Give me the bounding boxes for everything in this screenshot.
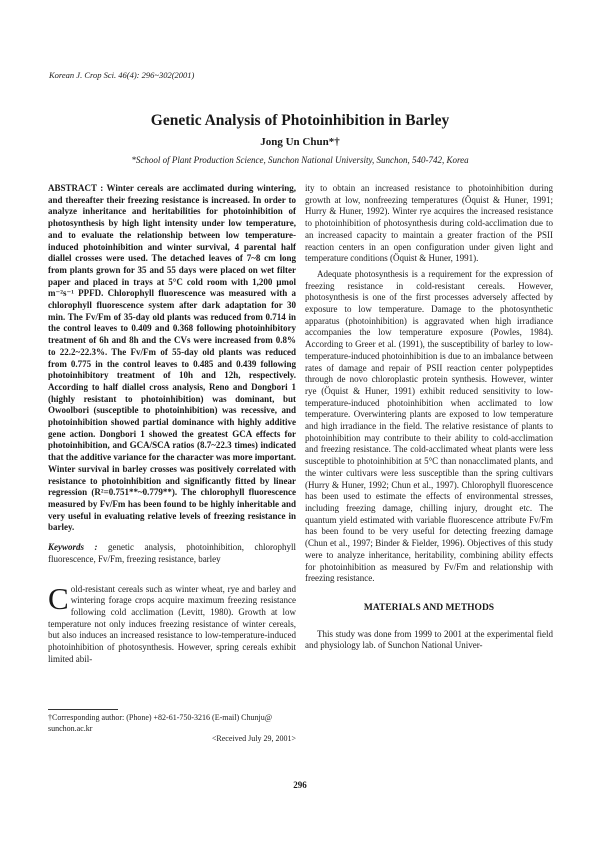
paper-title: Genetic Analysis of Photoinhibition in Barley [150, 112, 450, 129]
keywords-text: genetic analysis, photoinhibition, chlorophyll fluorescence, Fv/Fm, freezing resistance, barley [48, 542, 297, 564]
drop-cap: C [48, 580, 69, 616]
corresponding-author-note: †Corresponding author: (Phone) +82-61-750-3216 (E-mail) Chunju@ sunchon.ac.kr [48, 713, 273, 733]
abstract-text: Winter cereals are acclimated during wintering, and thereafter their freezing resistance is increased. In order to analyze inheritance and heritabilities for photoinhibition of photosynthesis by high light intensity under low temperature, and to evaluate the relationship between low temperature-induced photoinhibition and winter survival, 4 parental half diallel crosses were used. The detached leaves of 7~8 cm long from plants grown for 35 and 55 days were placed on wet filter paper and placed in trays at 5°C cold room with 1,200 μmol m⁻²s⁻¹ PPFD. Chlorophyll fluorescence was measured with a chlorophyll fluorescence system after dark adaptation for 30 min. The Fv/Fm of 35-day old plants was reduced from 0.714 in the control leaves to 0.409 and 0.368 following photoinhibitory treatment of 6h and 8h and the CVs were increased from 0.8% to 22.2~22.3%. The Fv/Fm of 55-day old plants was reduced from 0.775 in the control leaves to 0.485 and 0.439 following photoinhibitory treatment of 10h and 12h, respectively. According to half diallel cross analysis, Reno and Dongbori 1 (highly resistant to photoinhibition) was dominant, but Owoolbori (susceptible to photoinhibition) was recessive, and photoinhibition showed partial dominance with highly additive gene action. Dongbori 1 showed the greatest GCA effects for photoinhibition, and GCA/SCA ratios (8.7~22.3 times) indicated that the additive variance for the character was more important. Winter survival in barley crosses was positively correlated with resistance to photoinhibition and significantly fitted by linear regression (R²=0.751**~0.779**). The chlorophyll fluorescence measured by Fv/Fm has been found to be highly inheritable and very useful in evaluating relative levels of freezing resistance in barley. [48, 183, 296, 533]
methods-paragraph: This study was done from 1999 to 2001 at the experimental field and physiology lab. of Sunchon National Univer- [305, 628, 553, 651]
left-column [48, 183, 296, 665]
author-name: Jong Un Chun*† [260, 136, 340, 148]
journal-citation: Korean J. Crop Sci. 46(4): 296~302(2001) [49, 70, 195, 80]
right-column [305, 183, 553, 652]
intro-continuation: ity to obtain an increased resistance to photoinhibition during growth at low, nonfreezing temperatures (Öquist & Huner, 1991; Hurry & Huner, 1992). Winter rye acquires the increased resistance to photoinhibition of photosynthesis during cold-acclimation due to an increased capacity to maintain a greater fraction of the PSII reaction centers in an open configuration under given light and temperature conditions (Öquist & Huner, 1991). [305, 183, 553, 264]
footnote [48, 713, 296, 745]
section-heading-methods: MATERIALS AND METHODS [363, 602, 495, 613]
keywords [48, 542, 296, 565]
abstract-label: ABSTRACT : [48, 183, 104, 193]
keywords-label: Keywords : [48, 542, 98, 553]
intro-paragraph-2: Adequate photosynthesis is a requirement for the expression of freezing resistance in cold-resistant cereals. However, photosynthesis is one of the first processes adversely affected by exposure to low temperature. Damage to the photosynthetic apparatus (photoinhibition) is aggravated when high irradiance accompanies the low temperature exposure (Powles, 1984). According to Greer et al. (1991), the susceptibility of barley to low-temperature-induced photoinhibition is due to an imbalance between rates of damage and repair of PSII reaction center polypeptides through de novo chloroplastic protein synthesis. However, winter rye (Öquist & Huner, 1991) exhibit reduced sensitivity to low-temperature-induced photoinhibition when acclimated to low temperature. Overwintering plants are exposed to low temperature and high irradiance in the field. The relative resistance of plants to photoinhibition may contribute to their ability to cold-acclimation and freezing resistance. The cold-acclimated wheat plants were less susceptible to photoinhibition at 5°C than nonacclimated plants, and the winter cultivars were less susceptible than the spring cultivars (Hurry & Huner, 1992; Chun et al., 1997). Chlorophyll fluorescence has been used to estimate the effects of environmental stresses, including freezing damage, chilling injury, drought etc. The quantum yield estimated with variable fluorescence attribute Fv/Fm has been found to be very useful for detecting freezing damage (Chun et al., 1997; Binder & Fielder, 1996). Objectives of this study were to analyze inheritance, heritability, combining ability effects for photoinhibition as measured by Fv/Fm and relationship with freezing resistance. [305, 268, 553, 584]
page-number: 296 [293, 780, 307, 790]
author-affiliation: *School of Plant Production Science, Sunchon National University, Sunchon, 540-742, Korea [131, 155, 469, 165]
intro-first-text: old-resistant cereals such as winter wheat, rye and barley and wintering forage crops acquire maximum freezing resistance following cold acclimation (Levitt, 1980). Growth at low temperature not only induces freezing resistance of winter cereals, but also induces an increased resistance to low-temperature-induced photoinhibition of photosynthesis. However, spring cereals exhibit limited abil- [48, 583, 296, 664]
footnote-divider [48, 709, 118, 710]
intro-paragraph-1 [48, 580, 296, 666]
abstract [48, 183, 296, 534]
received-date: <Received July 29, 2001> [211, 734, 296, 743]
